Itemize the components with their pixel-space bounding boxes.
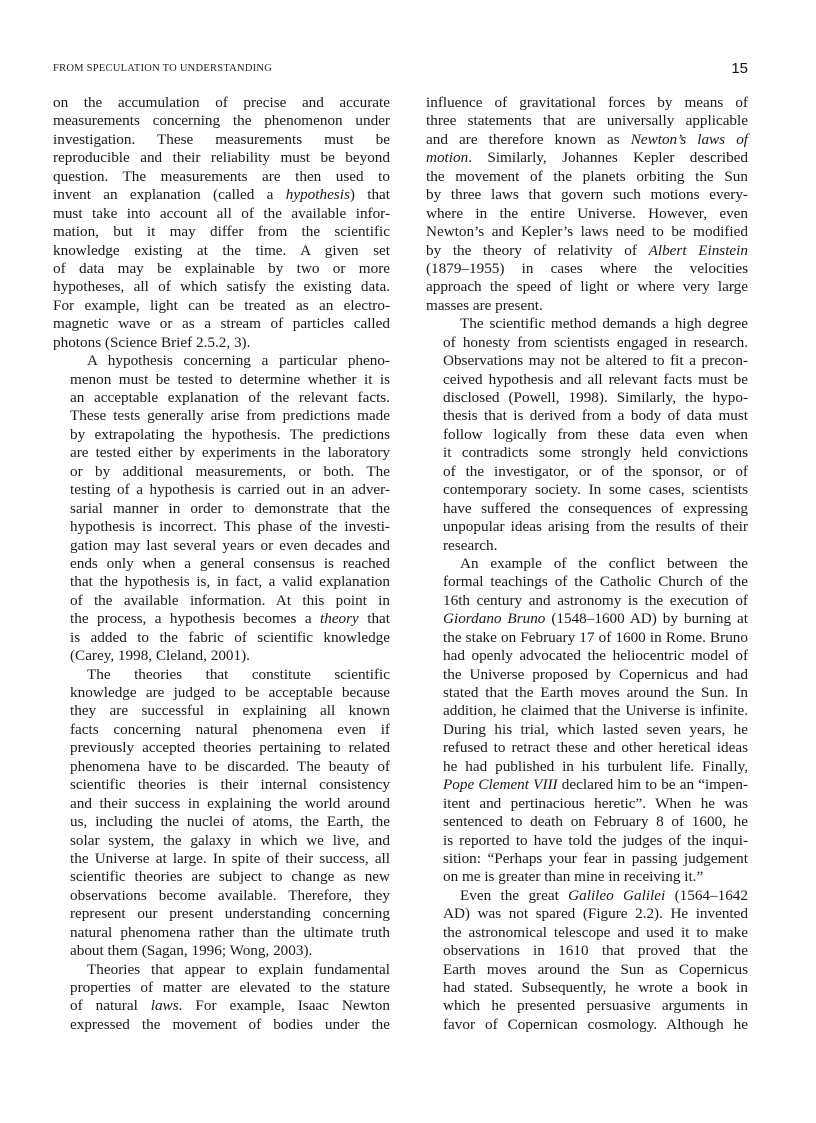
paragraph [426,315,748,555]
text-line: of the investigator, or of the sponsor, or of [443,462,748,480]
text-line: three statements that are universally applicable [426,112,748,130]
italic-term: Albert Einstein [648,241,748,259]
text-line: previously accepted theories pertaining to related [70,739,390,757]
text-line: Newton’s and Kepler’s laws need to be modified [426,223,748,241]
text-line: gation may last several years or even decades and [70,536,390,554]
text-line: had openly advocated the heliocentric model of [443,647,748,665]
text-line: investigation. These measurements must be [53,130,390,148]
text-line: which he presented persuasive arguments in [443,997,748,1015]
text-line: by three laws that govern such motions every- [426,186,748,204]
page-number: 15 [731,60,748,77]
text-line: motion. Similarly, Johannes Kepler described [426,149,748,167]
text-line: on the accumulation of precise and accurate [53,94,390,111]
text-line: the movement of the planets orbiting the Sun [426,167,748,185]
text-line: knowledge are judged to be acceptable because [70,684,390,701]
text-line: that the hypothesis is, in fact, a valid explanation [70,573,390,591]
text-line: the Universe proposed by Copernicus and had [443,665,748,683]
text-line: by the theory of relativity of Albert Einstein [426,241,748,259]
text-line: Earth moves around the Sun as Copernicus [443,960,748,978]
text-line: Pope Clement VIII declared him to be an “impen- [443,776,748,794]
italic-term: hypothesis [285,186,350,204]
text-line: invent an explanation (called a hypothesis) that [53,186,390,204]
text-line: mation, but it may differ from the scientific [53,223,390,241]
text-line: disclosed (Powell, 1998). Similarly, the hypo- [443,389,748,406]
text-line: Giordano Bruno (1548–1600 AD) by burning at [443,610,748,628]
text-line: they are successful in explaining all known [70,702,390,720]
left-column [53,94,390,1034]
text-line: expressed the movement of bodies under the [70,1015,390,1033]
text-line: unpopular ideas arising from the results of their [443,518,748,536]
paragraph [53,961,390,1035]
text-line: of data may be explainable by two or more [53,259,390,277]
text-line: addition, he claimed that the Universe is infinite. [443,702,748,720]
text-line: 16th century and astronomy is the execution of [443,591,748,609]
text-line: For example, light can be treated as an electro- [53,296,390,314]
text-line: of honesty from scientists engaged in research. [443,333,748,351]
text-line: it contradicts some strongly held convictions [443,444,748,462]
text-line: follow logically from these data even when [443,425,748,443]
text-line: and are therefore known as Newton’s laws of [426,130,749,148]
text-line: solar system, the galaxy in which we live, and [70,831,390,849]
text-line: Even the great Galileo Galilei (1564–1642 [460,886,748,904]
text-line: approach the speed of light or where very large [426,278,748,296]
paragraph [426,555,748,887]
text-line: research. [443,536,498,554]
text-line: refused to retract these and other heretical ideas [443,739,748,757]
text-line: of the available information. At this point in [70,591,390,609]
text-line: the Universe at large. In spite of their success, all [70,849,390,867]
text-line: thesis that is derived from a body of data must [443,407,748,425]
text-line: (1879–1955) in cases where the velocities [426,259,748,277]
text-line: A hypothesis concerning a particular pheno- [87,352,390,370]
text-line: sition: “Perhaps your fear in passing judgement [443,849,748,867]
text-line: on me is greater than mine in receiving it.” [443,868,704,886]
text-line: reproducible and their reliability must be beyond [53,149,390,167]
text-line: an acceptable explanation of the relevant facts. [70,389,390,406]
text-line: magnetic wave or as a stream of particles called [53,315,390,333]
text-line: scientific theories is their internal consistency [70,776,390,794]
text-line: Theories that appear to explain fundamental [87,960,390,978]
text-line: properties of matter are elevated to the stature [70,979,390,996]
text-line: ceived hypothesis and all relevant facts must be [443,370,748,388]
text-line: contemporary society. In some cases, scientists [443,481,748,499]
paragraph [53,666,390,961]
paragraph [426,94,748,315]
text-line: is added to the fabric of scientific knowledge [70,628,390,646]
text-line: hypothesis is incorrect. This phase of the investi- [70,518,390,536]
text-line: have suffered the consequences of expressing [443,499,748,517]
text-line: An example of the conflict between the [460,554,748,572]
text-line: natural phenomena rather than the ultimate truth [70,923,390,941]
text-line: The theories that constitute scientific [87,665,390,683]
text-line: facts concerning natural phenomena even if [70,720,390,738]
text-line: the astronomical telescope and used it to make [443,923,748,941]
text-line: knowledge existing at the time. A given set [53,241,390,259]
text-line: itent and pertinacious heretic”. When he was [443,794,748,812]
italic-term: laws [150,997,179,1015]
italic-term: theory [320,610,359,628]
paragraph [53,94,390,352]
text-line: are tested either by experiments in the laboratory [70,444,390,462]
italic-term: Giordano Bruno [443,610,546,628]
text-line: During his trial, which lasted seven years, he [443,720,748,738]
text-line: or by additional measurements, or both. The [70,462,390,480]
text-line: sarial manner in order to demonstrate that the [70,499,390,517]
text-line: measurements concerning the phenomenon under [53,112,390,130]
text-line: represent our present understanding concerning [70,905,390,923]
text-line: had stated. Subsequently, he wrote a book in [443,979,748,996]
text-line: observations become available. Therefore, they [70,886,390,904]
text-line: the process, a hypothesis becomes a theory that [70,610,391,628]
text-line: masses are present. [426,296,543,314]
text-line: (Carey, 1998, Cleland, 2001). [70,647,250,665]
text-line: us, including the nuclei of atoms, the Earth, the [70,813,390,831]
text-line: formal teachings of the Catholic Church of the [443,573,748,591]
text-line: must take into account all of the available infor- [53,204,390,222]
text-line: and their success in explaining the world around [70,794,390,812]
text-line: menon must be tested to determine whether it is [70,370,390,388]
text-line: hypotheses, all of which satisfy the existing data. [53,278,390,296]
text-line: sentenced to death on February 8 of 1600, he [443,813,748,831]
text-line: ends only when a general consensus is reached [70,554,390,572]
text-line: of natural laws. For example, Isaac Newton [70,997,390,1015]
italic-term: Pope Clement VIII [443,776,558,794]
text-line: stated that the Earth moves around the Sun. In [443,684,748,701]
text-line: scientific theories are subject to change as new [70,868,390,886]
text-line: about them (Sagan, 1996; Wong, 2003). [70,942,313,960]
text-line: question. The measurements are then used to [53,167,390,185]
text-line: These tests generally arise from predictions made [70,407,390,425]
paragraph [53,352,390,665]
italic-term: Newton’s laws of [630,130,749,148]
text-line: where in the entire Universe. However, even [426,204,748,222]
italic-term: motion [426,149,469,167]
text-line: influence of gravitational forces by means of [426,94,748,111]
text-line: AD) was not spared (Figure 2.2). He invented [443,905,748,923]
text-line: testing of a hypothesis is carried out in an adver- [70,481,390,499]
text-line: he had published in his turbulent life. Finally, [443,757,748,775]
text-line: observations in 1610 that proved that the [443,942,748,960]
running-head: FROM SPECULATION TO UNDERSTANDING [53,63,273,74]
text-line: phenomena have to be discarded. The beauty of [70,757,390,775]
text-line: photons (Science Brief 2.5.2, 3). [53,333,251,351]
paragraph [426,887,748,1035]
italic-term: Galileo Galilei [568,886,666,904]
right-column [426,94,748,1034]
text-line: the stake on February 17 of 1600 in Rome. Bruno [443,628,748,646]
text-line: by extrapolating the hypothesis. The predictions [70,425,390,443]
text-line: favor of Copernican cosmology. Although he [443,1015,748,1033]
text-line: Observations may not be altered to fit a precon- [443,352,748,370]
text-line: is reported to have told the judges of the inqui- [443,831,748,849]
text-line: The scientific method demands a high degree [460,315,748,333]
